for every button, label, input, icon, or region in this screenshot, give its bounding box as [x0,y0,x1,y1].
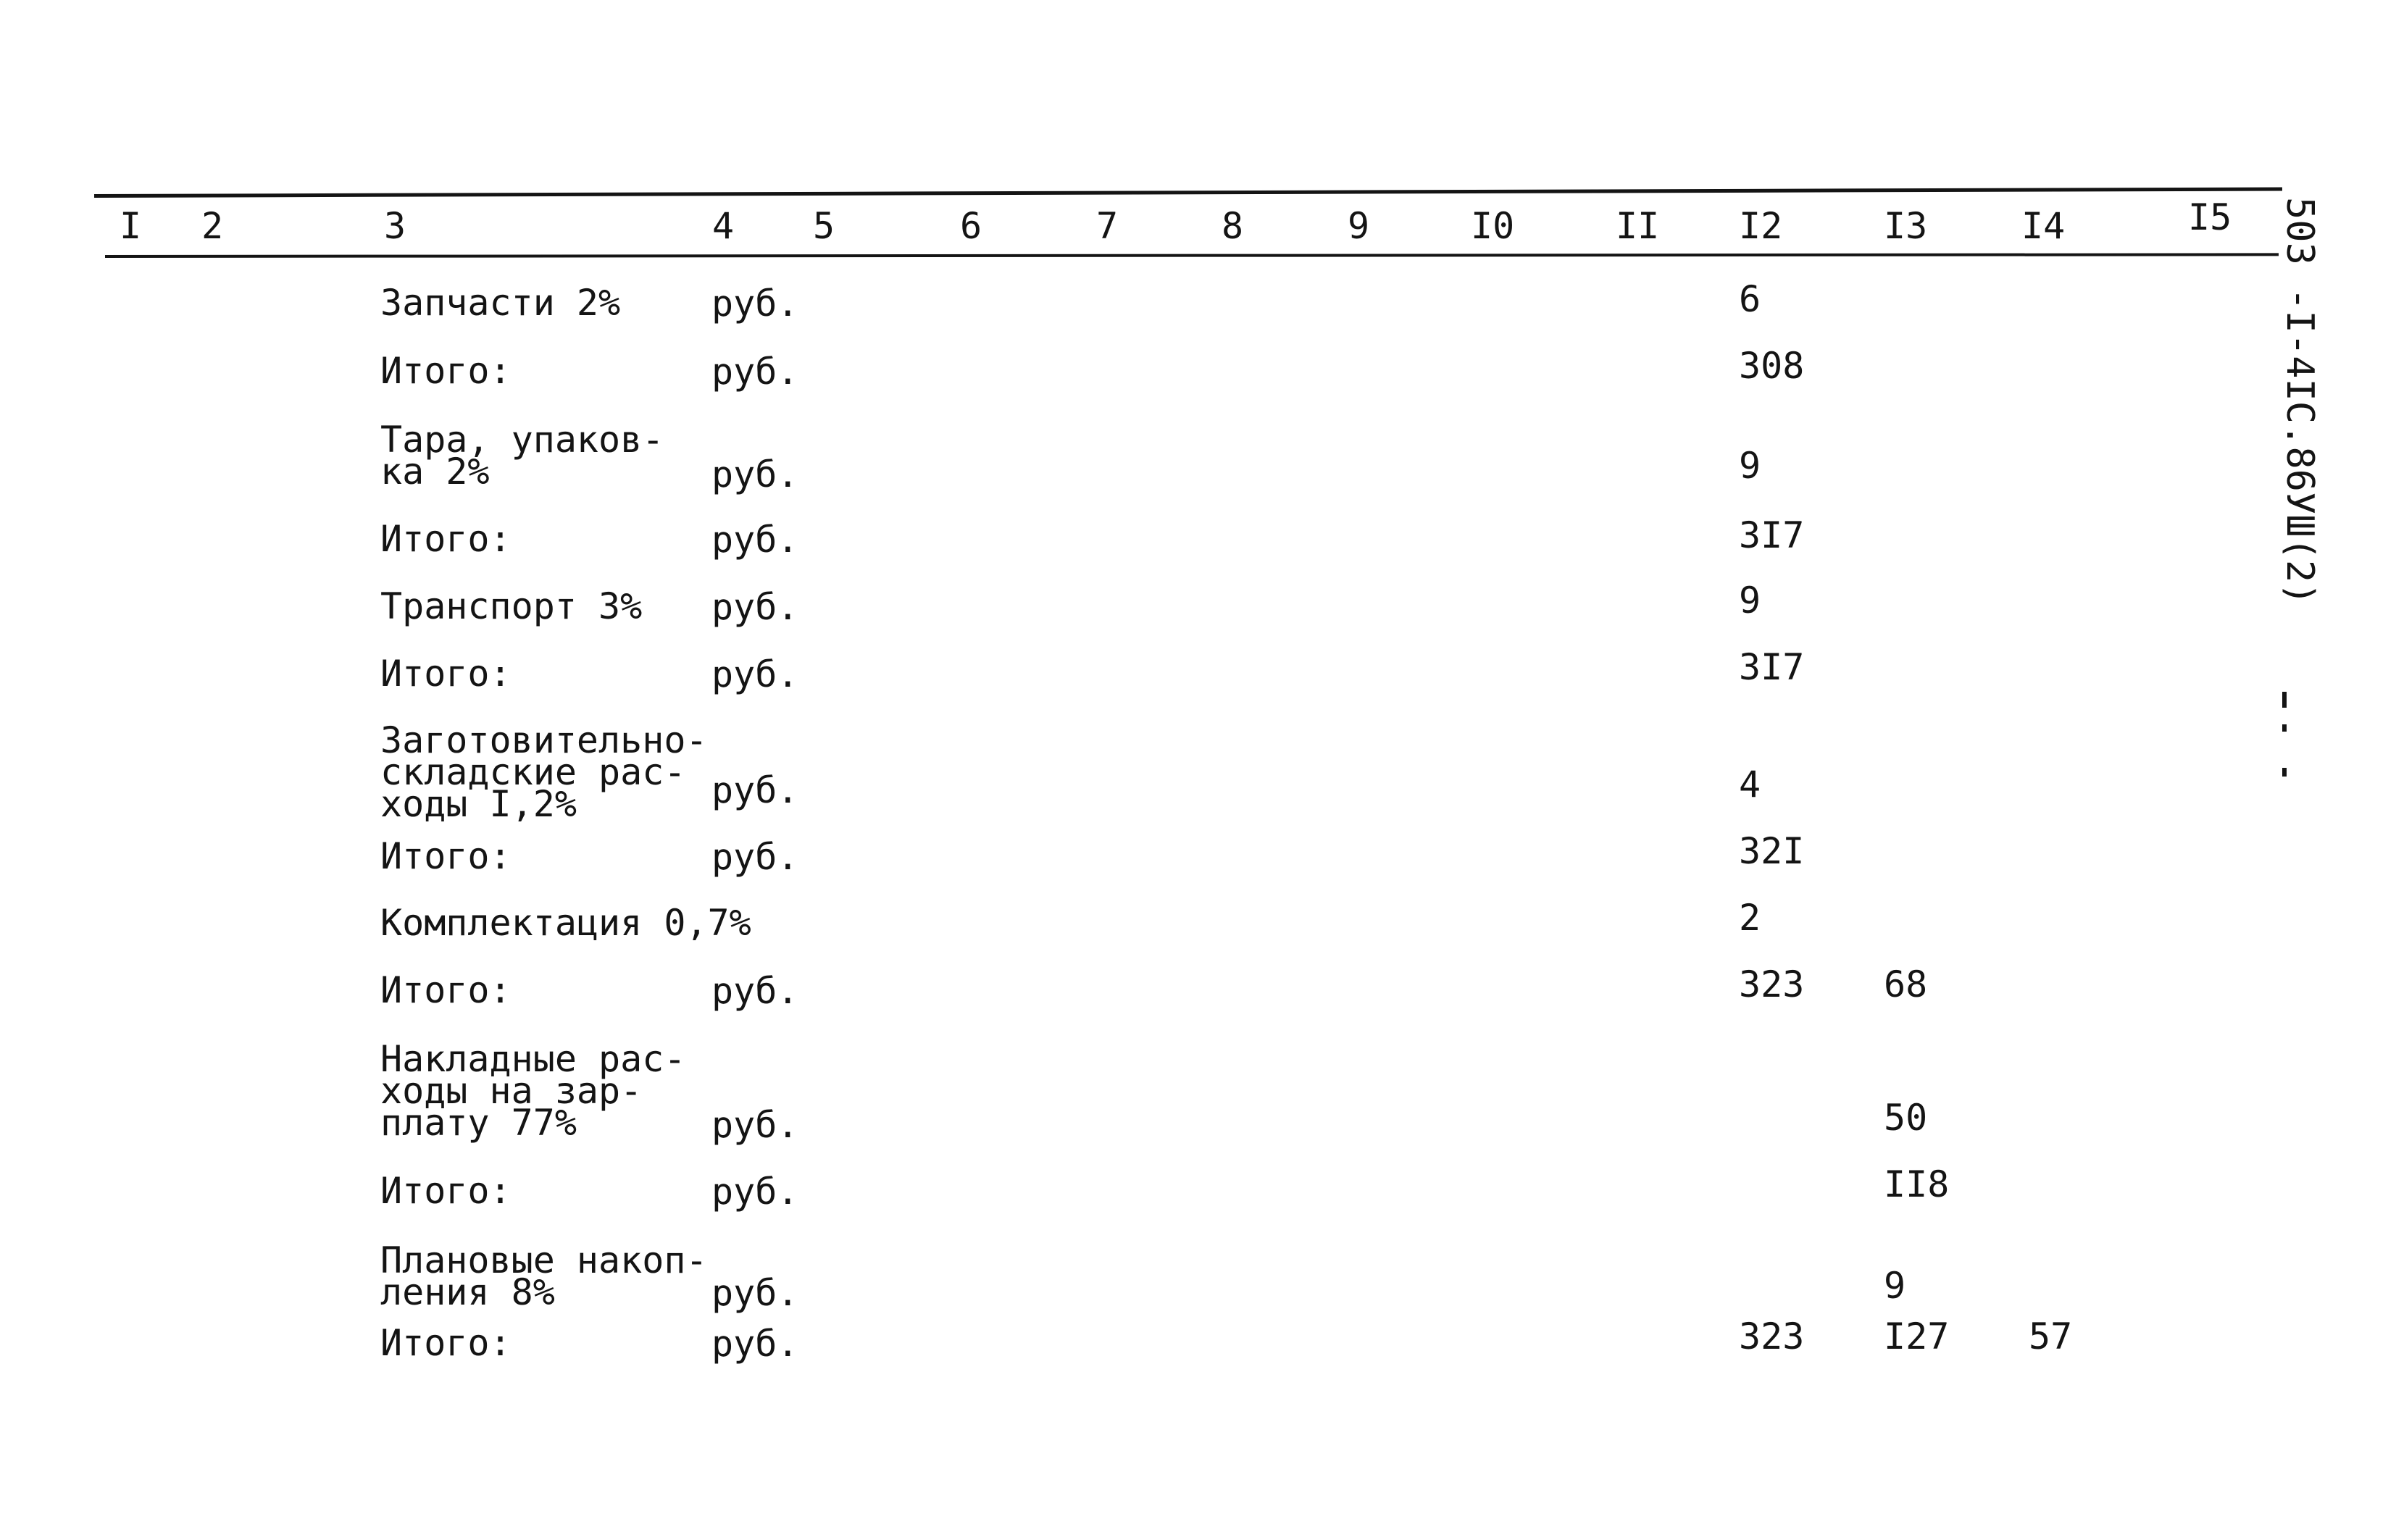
row-label: Плановые накоп- ления 8% [380,1239,708,1313]
column-number-5: 5 [813,205,835,247]
column-number-7: 7 [1096,205,1119,247]
row-value-col12: 323 [1739,963,1805,1005]
row-unit: руб. [711,836,799,878]
column-number-11: II [1616,205,1660,247]
row-label: Итого: [380,350,512,392]
row-label: Накладные рас- ходы на зар- плату 77% [380,1038,686,1144]
row-unit: руб. [711,1171,799,1213]
row-value-col12: 2 [1739,897,1761,939]
column-number-13: I3 [1884,205,1928,247]
row-label: Итого: [380,969,512,1011]
row-unit: руб. [711,453,799,495]
column-number-6: 6 [960,205,982,247]
row-unit: руб. [711,653,799,695]
column-number-14: I4 [2021,205,2066,247]
row-value-col12: 9 [1739,579,1761,622]
row-unit: руб. [711,1272,799,1314]
row-value-col13: II8 [1884,1163,1950,1205]
column-number-9: 9 [1348,205,1370,247]
row-unit: руб. [711,1323,799,1365]
column-number-1: I [120,205,142,247]
row-value-col12: 308 [1739,345,1805,387]
column-number-4: 4 [712,205,735,247]
row-value-col13: 9 [1884,1265,1906,1307]
header-top-rule [94,188,2282,198]
column-number-15: I5 [2188,196,2232,238]
column-number-12: I2 [1739,205,1783,247]
row-unit: руб. [711,1104,799,1146]
row-label: Тара, упаков- ка 2% [380,419,664,493]
row-label: Транспорт 3% [380,585,643,627]
row-value-col12: 6 [1739,278,1761,320]
row-value-col12: 3I7 [1739,646,1805,688]
row-value-col12: 32I [1739,830,1805,872]
row-label: Заготовительно- складские рас- ходы I,2% [380,719,708,825]
column-number-2: 2 [201,205,224,247]
row-value-col12: 3I7 [1739,514,1805,556]
row-label: Комплектация 0,7% [380,902,751,944]
row-label: Итого: [380,518,512,560]
header-bottom-rule [105,253,2279,258]
row-unit: руб. [711,586,799,628]
row-label: Итого: [380,1322,512,1364]
margin-mark [2282,768,2287,777]
row-value-col14: 57 [2029,1315,2073,1357]
column-number-10: I0 [1471,205,1515,247]
row-label: Итого: [380,1170,512,1212]
margin-mark [2282,692,2287,708]
row-label: Итого: [380,835,512,877]
row-unit: руб. [711,519,799,561]
row-value-col13: 50 [1884,1097,1928,1139]
row-value-col13: I27 [1884,1315,1950,1357]
row-value-col12: 323 [1739,1315,1805,1357]
row-value-col13: 68 [1884,963,1928,1005]
row-unit: руб. [711,283,799,325]
column-number-8: 8 [1222,205,1244,247]
document-code: 503 -I-4IC.86УШ(2) [2278,197,2321,606]
margin-mark [2282,724,2287,732]
row-value-col12: 9 [1739,445,1761,487]
row-unit: руб. [711,769,799,811]
row-label: Итого: [380,653,512,695]
row-value-col12: 4 [1739,763,1761,805]
row-unit: руб. [711,970,799,1012]
column-number-3: 3 [384,205,406,247]
row-unit: руб. [711,351,799,393]
row-label: Запчасти 2% [380,282,621,324]
